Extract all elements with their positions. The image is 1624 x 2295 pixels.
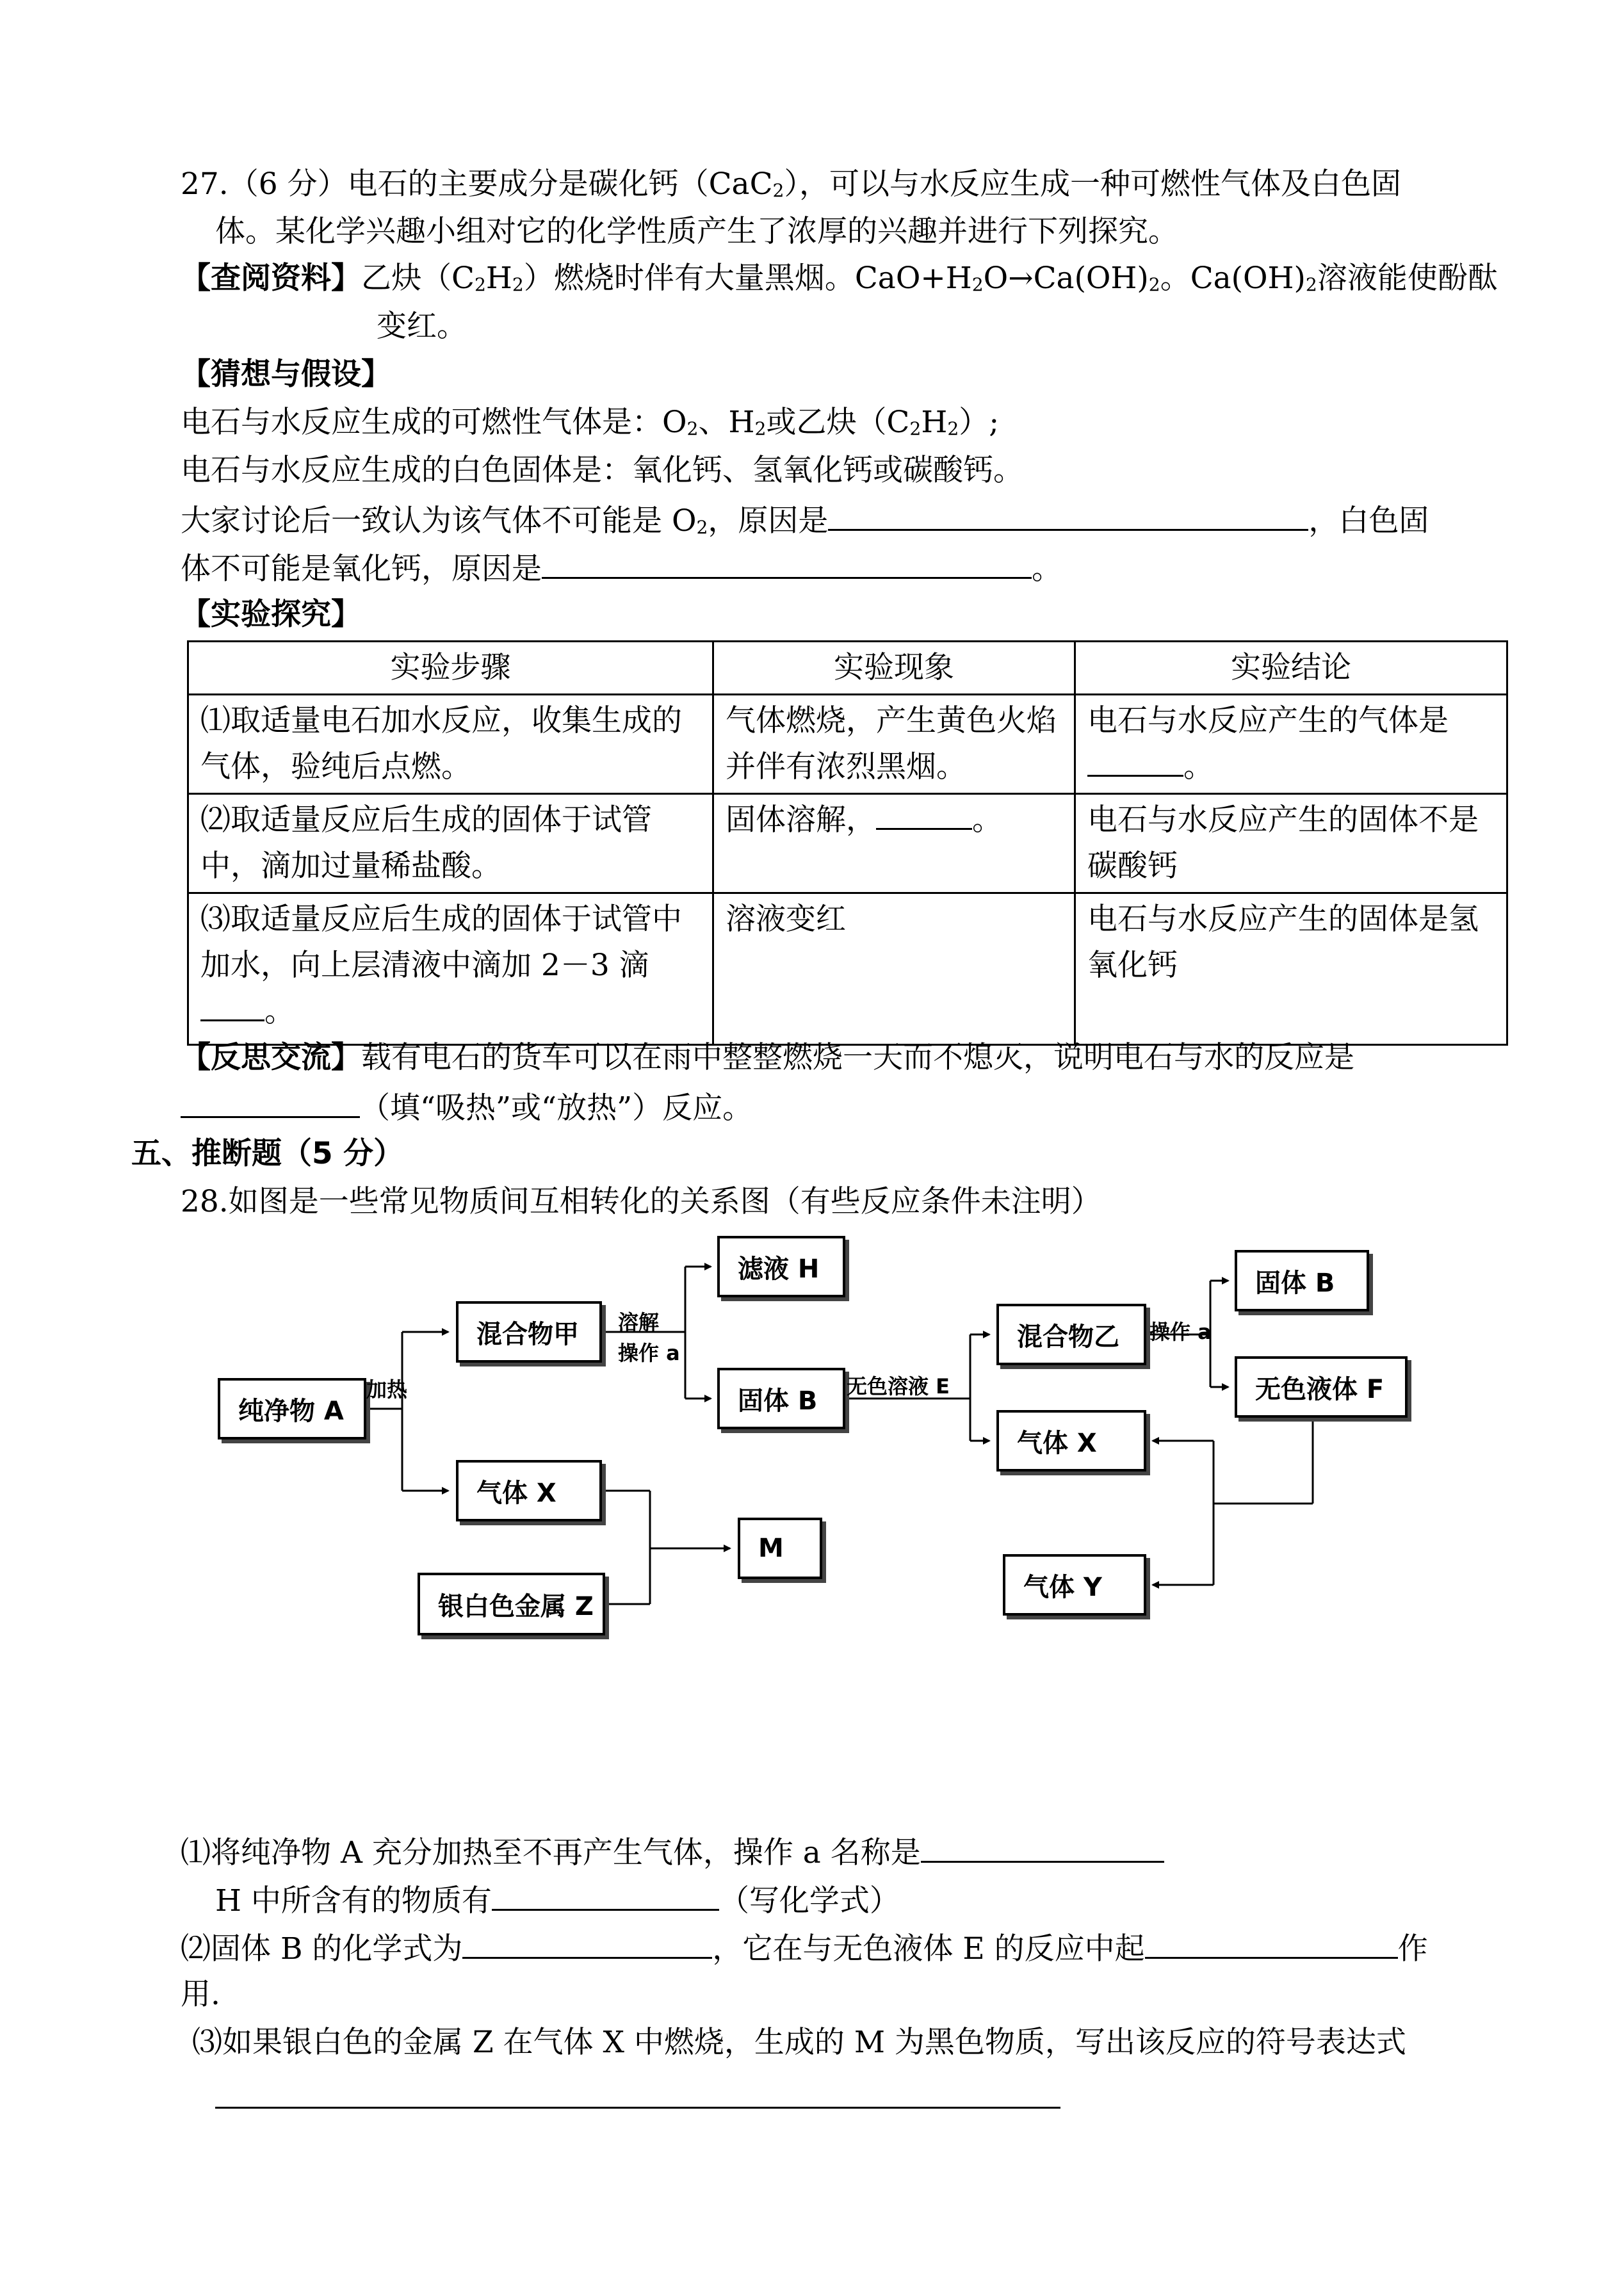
table-cell: ⑵取适量反应后生成的固体于试管中，滴加过量稀盐酸。 bbox=[188, 794, 713, 893]
discuss-line1: 大家讨论后一致认为该气体不可能是 $O_2$，原因是 ，白色固 bbox=[181, 499, 1429, 540]
answer-blank-7[interactable] bbox=[921, 1831, 1164, 1863]
box-m: M bbox=[738, 1518, 822, 1579]
answer-blank-8[interactable] bbox=[492, 1879, 719, 1911]
question-1-line2: H 中所含有的物质有 （写化学式） bbox=[215, 1879, 900, 1920]
label-dissolve: 溶解 bbox=[618, 1310, 660, 1334]
experiment-heading: 【实验探究】 bbox=[181, 597, 361, 632]
table-cell: 电石与水反应产生的固体是氢氧化钙 bbox=[1075, 893, 1507, 1045]
box-solid-b-right: 固体 B bbox=[1235, 1250, 1369, 1311]
label-operation-a-right: 操作 a bbox=[1149, 1320, 1212, 1344]
answer-blank-5[interactable] bbox=[200, 990, 264, 1021]
label-heat: 加热 bbox=[366, 1377, 408, 1402]
reflect-line1: 【反思交流】载有电石的货车可以在雨中整整燃烧一天而不熄灭，说明电石与水的反应是 bbox=[181, 1040, 1354, 1075]
table-row bbox=[188, 695, 1507, 794]
experiment-table bbox=[187, 640, 1508, 1046]
label-operation-a: 操作 a bbox=[618, 1341, 680, 1365]
answer-blank-10[interactable] bbox=[1145, 1927, 1398, 1959]
label-colorless-solution-e: 无色溶液 E bbox=[847, 1374, 950, 1399]
question-2-line2: 用. bbox=[181, 1977, 220, 2012]
answer-blank-9[interactable] bbox=[462, 1927, 712, 1959]
box-solid-b: 固体 B bbox=[717, 1368, 845, 1429]
answer-blank-3[interactable] bbox=[1087, 745, 1183, 777]
answer-blank-6[interactable] bbox=[181, 1087, 360, 1118]
table-row bbox=[188, 794, 1507, 893]
table-header-row bbox=[188, 642, 1507, 695]
box-filtrate-h: 滤液 H bbox=[717, 1236, 845, 1297]
table-cell: 电石与水反应产生的固体不是碳酸钙 bbox=[1075, 794, 1507, 893]
box-gas-y: 气体 Y bbox=[1003, 1554, 1146, 1616]
section-title: 五、推断题（5 分） bbox=[131, 1136, 404, 1171]
box-colorless-liquid-f: 无色液体 F bbox=[1235, 1356, 1408, 1418]
answer-blank-4[interactable] bbox=[876, 799, 972, 830]
q27-intro-line1: 27.（6 分）电石的主要成分是碳化钙（CaC$_2$），可以与水反应生成一种可燃性气体及白色固 bbox=[181, 166, 1401, 202]
reflect-line2: （填“吸热”或“放热”）反应。 bbox=[181, 1087, 752, 1128]
q28-intro: 28.如图是一些常见物质间互相转化的关系图（有些反应条件未注明） bbox=[181, 1184, 1101, 1219]
table-cell: ⑴取适量电石加水反应，收集生成的气体，验纯后点燃。 bbox=[188, 695, 713, 794]
table-header: 实验结论 bbox=[1075, 642, 1507, 695]
box-pure-substance-a: 纯净物 A bbox=[218, 1378, 366, 1439]
answer-blank-1[interactable] bbox=[828, 499, 1308, 531]
box-mixture-yi: 混合物乙 bbox=[996, 1304, 1146, 1365]
answer-blank-11[interactable] bbox=[215, 2107, 1060, 2109]
table-cell: 溶液变红 bbox=[713, 893, 1075, 1045]
q27-intro-line2: 体。某化学兴趣小组对它的化学性质产生了浓厚的兴趣并进行下列探究。 bbox=[215, 214, 1178, 249]
answer-blank-2[interactable] bbox=[542, 547, 1032, 579]
table-header: 实验步骤 bbox=[188, 642, 713, 695]
question-3-line1: ⑶如果银白色的金属 Z 在气体 X 中燃烧，生成的 M 为黑色物质，写出该反应的符号表达式 bbox=[192, 2025, 1406, 2060]
box-silver-metal-z: 银白色金属 Z bbox=[418, 1573, 605, 1635]
discuss-line2: 体不可能是氧化钙，原因是 。 bbox=[181, 547, 1062, 588]
table-cell: 气体燃烧，产生黄色火焰并伴有浓烈黑烟。 bbox=[713, 695, 1075, 794]
question-1-line1: ⑴将纯净物 A 充分加热至不再产生气体，操作 a 名称是 bbox=[181, 1831, 1164, 1872]
guess-heading: 【猜想与假设】 bbox=[181, 357, 391, 392]
reference-line1: 【查阅资料】乙炔$(C_2H_2)$燃烧时伴有大量黑烟。$CaO+H_2O\to Ca(OH)_2$。$Ca(OH)_2$溶液能使酚酞 bbox=[181, 261, 1498, 296]
table-cell: 电石与水反应产生的气体是。 bbox=[1075, 695, 1507, 794]
table-header: 实验现象 bbox=[713, 642, 1075, 695]
reference-line2: 变红。 bbox=[377, 309, 467, 344]
guess-line2: 电石与水反应生成的白色固体是：氧化钙、氢氧化钙或碳酸钙。 bbox=[181, 453, 1023, 488]
box-gas-x-right: 气体 X bbox=[996, 1410, 1146, 1472]
table-row bbox=[188, 893, 1507, 1045]
question-2-line1: ⑵固体 B 的化学式为 ，它在与无色液体 E 的反应中起 作 bbox=[181, 1927, 1428, 1968]
box-gas-x: 气体 X bbox=[456, 1460, 602, 1521]
box-mixture-jia: 混合物甲 bbox=[456, 1301, 602, 1363]
table-cell: ⑶取适量反应后生成的固体于试管中加水，向上层清液中滴加 2－3 滴。 bbox=[188, 893, 713, 1045]
table-cell: 固体溶解， 。 bbox=[713, 794, 1075, 893]
guess-line1: 电石与水反应生成的可燃性气体是：$O_2$、$H_2$或乙炔$(C_2H_2)$; bbox=[181, 405, 1000, 440]
